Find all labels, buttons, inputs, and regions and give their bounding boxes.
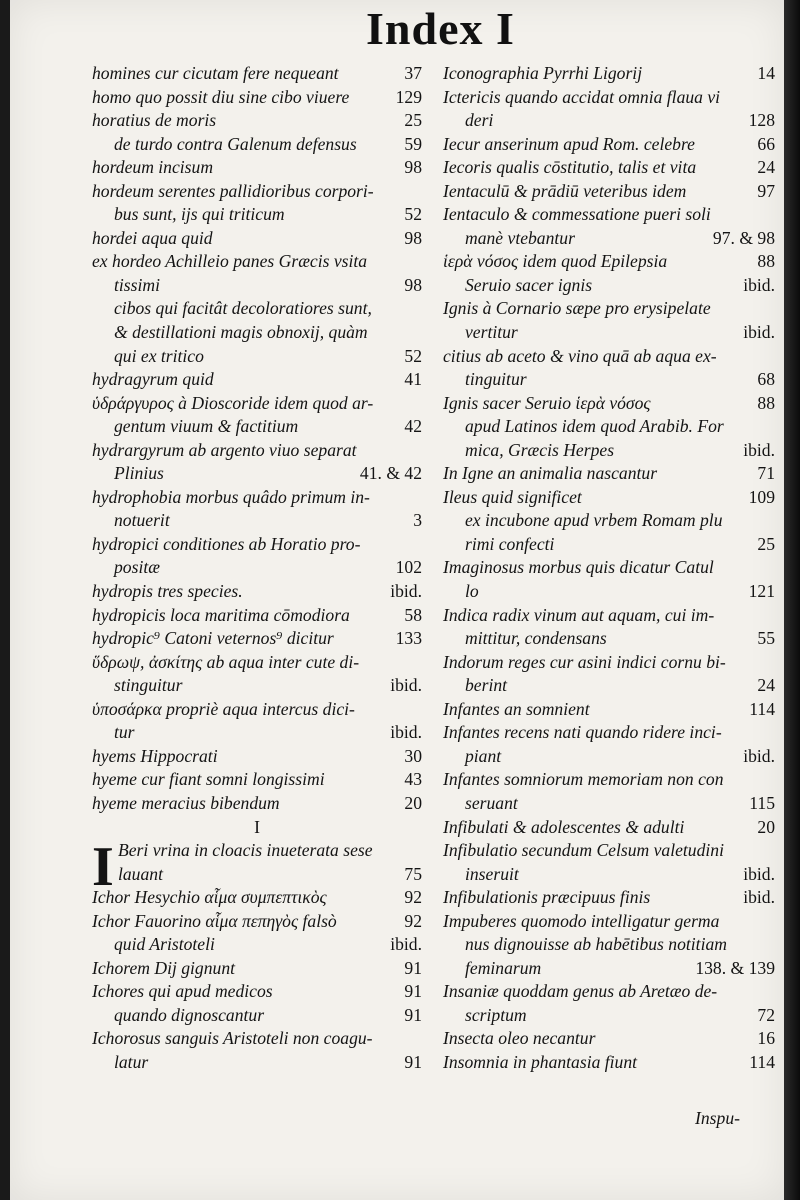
index-entry [443, 203, 775, 227]
page-reference: 115 [749, 792, 775, 813]
entry-text: Iconographia Pyrrhi Ligorij [443, 63, 643, 83]
index-entry [92, 392, 422, 416]
page-reference: 52 [404, 204, 422, 225]
page-reference: 30 [404, 745, 422, 766]
page-reference: 37 [404, 63, 422, 83]
entry-text: Infantes recens nati quando ridere inci- [443, 722, 722, 743]
page-reference: 88 [757, 251, 775, 272]
index-entry [92, 109, 422, 133]
index-entry [92, 345, 422, 369]
index-entry [443, 156, 775, 180]
entry-text: Infibulatio secundum Celsum valetudini [443, 840, 724, 861]
index-entry [443, 886, 775, 910]
index-entry [92, 180, 422, 204]
entry-text: piant [465, 745, 502, 766]
page-reference: ibid. [743, 863, 775, 884]
entry-text: hordeum serentes pallidioribus corpori- [92, 180, 374, 201]
index-entry [92, 227, 422, 251]
index-entry [92, 297, 422, 321]
entry-text: Ientaculo & commessatione pueri soli [443, 204, 711, 225]
page-reference: 58 [404, 604, 422, 625]
page-reference: 97 [757, 180, 775, 201]
page-reference: 121 [748, 581, 775, 602]
entry-text: ὑποσάρκα propriè aqua intercus dici- [92, 698, 355, 719]
page-title: Index I [366, 3, 515, 54]
page-reference: 138. & 139 [695, 957, 775, 978]
index-entry [92, 203, 422, 227]
page-reference: 16 [757, 1028, 775, 1049]
entry-text: hydropic⁹ Catoni veternos⁹ dicitur [92, 628, 334, 649]
page-reference: 129 [395, 86, 422, 107]
page-reference: 72 [757, 1004, 775, 1025]
entry-text: Iecur anserinum apud Rom. celebre [443, 133, 695, 154]
index-entry [92, 1004, 422, 1028]
entry-text: manè vtebantur [465, 227, 575, 248]
entry-text: hydropis tres species. [92, 581, 243, 602]
entry-text: hydrargyrum ab argento viuo separat [92, 439, 357, 460]
entry-text: deri [465, 110, 494, 131]
index-entry [92, 957, 422, 981]
index-entry [443, 133, 775, 157]
index-entry [92, 698, 422, 722]
entry-text: hyeme cur fiant somni longissimi [92, 769, 325, 790]
entry-text: berint [465, 675, 508, 696]
index-entry [92, 156, 422, 180]
page-reference: ibid. [743, 439, 775, 460]
entry-text: seruant [465, 792, 518, 813]
page-reference: 75 [404, 863, 422, 884]
entry-text: ex incubone apud vrbem Romam plu [465, 510, 723, 531]
index-entry [443, 439, 775, 463]
page-reference: 41. & 42 [359, 463, 422, 484]
entry-text: de turdo contra Galenum defensus [114, 133, 357, 154]
entry-text: Impuberes quomodo intelligatur germa [443, 910, 720, 931]
page-reference: 42 [404, 416, 422, 437]
index-entry [443, 651, 775, 675]
entry-text: mittitur, condensans [465, 628, 607, 649]
index-entry [443, 250, 775, 274]
index-entry [92, 368, 422, 392]
page-reference: ibid. [390, 675, 422, 696]
page-reference: ibid. [743, 322, 775, 343]
entry-text: Ientaculū & prādiū veteribus idem [443, 180, 687, 201]
entry-text: Ictericis quando accidat omnia flaua vi [443, 86, 721, 107]
index-entry [443, 792, 775, 816]
index-entry [92, 910, 422, 934]
entry-text: latur [114, 1051, 149, 1072]
page-reference: 109 [748, 486, 775, 507]
entry-text: rimi confecti [465, 533, 555, 554]
index-entry [92, 439, 422, 463]
page-reference: ibid. [390, 581, 422, 602]
entry-text: Insomnia in phantasia fiunt [443, 1051, 638, 1072]
page-reference: 68 [757, 369, 775, 390]
entry-text: & destillationi magis obnoxij, quàm [114, 322, 368, 343]
entry-text: hydrophobia morbus quâdo primum in- [92, 486, 370, 507]
page-reference: 98 [404, 274, 422, 295]
index-entry [443, 180, 775, 204]
entry-text: Seruio sacer ignis [465, 274, 593, 295]
entry-text: stinguitur [114, 675, 183, 696]
index-entry [443, 745, 775, 769]
entry-text: Ichorosus sanguis Aristoteli non coagu- [92, 1028, 373, 1049]
page-reference: 25 [404, 110, 422, 131]
index-entry [443, 533, 775, 557]
entry-text: apud Latinos idem quod Arabib. For [465, 416, 724, 437]
entry-text: lo [465, 581, 479, 602]
page-reference: 55 [757, 628, 775, 649]
index-entry [443, 486, 775, 510]
entry-text: Infibulati & adolescentes & adulti [443, 816, 685, 837]
index-entry [92, 133, 422, 157]
page-reference: 52 [404, 345, 422, 366]
page-reference: 92 [404, 910, 422, 931]
page-reference: 102 [395, 557, 422, 578]
page-reference: 20 [757, 816, 775, 837]
entry-text: gentum viuum & factitium [114, 416, 299, 437]
page-reference: 24 [757, 157, 775, 178]
page-reference: ibid. [390, 934, 422, 955]
page-reference: 91 [404, 957, 422, 978]
entry-text: In Igne an animalia nascantur [443, 463, 658, 484]
index-entry [443, 627, 775, 651]
page-reference: ibid. [743, 274, 775, 295]
index-entry [92, 745, 422, 769]
entry-text: homines cur cicutam fere nequeant [92, 63, 339, 83]
page-reference: 114 [749, 1051, 775, 1072]
index-entry [92, 1027, 422, 1051]
index-entry [443, 368, 775, 392]
entry-text: Indorum reges cur asini indici cornu bi- [443, 651, 726, 672]
page-reference: ibid. [390, 722, 422, 743]
section-letter: I [254, 816, 260, 837]
page-reference: 133 [395, 628, 422, 649]
entry-text: tinguitur [465, 369, 527, 390]
index-entry [443, 462, 775, 486]
entry-text: quid Aristoteli [114, 934, 215, 955]
index-entry [92, 533, 422, 557]
page-edge [784, 0, 800, 1200]
index-entry [443, 910, 775, 934]
entry-text: vertitur [465, 322, 518, 343]
entry-text: hordei aqua quid [92, 227, 213, 248]
entry-text: Insecta oleo necantur [443, 1028, 596, 1049]
entry-text: Ichor Fauorino αἷμα πεπηγὸς falsò [92, 910, 337, 931]
page-reference: 3 [413, 510, 422, 531]
page-reference: 114 [749, 698, 775, 719]
entry-text: Infantes an somnient [443, 698, 590, 719]
page-reference: ibid. [743, 887, 775, 908]
index-entry [443, 980, 775, 1004]
page-reference: 43 [404, 769, 422, 790]
index-entry [443, 839, 775, 863]
index-entry [443, 415, 775, 439]
index-entry [443, 227, 775, 251]
entry-text: Beri vrina in cloacis inueterata sese [118, 840, 373, 861]
index-entry [443, 109, 775, 133]
index-entry [92, 509, 422, 533]
index-entry [443, 62, 775, 86]
index-entry [92, 816, 422, 840]
entry-text: hydropicis loca maritima cōmodiora [92, 604, 350, 625]
page-reference: 97. & 98 [712, 227, 775, 248]
page-reference: 41 [404, 369, 422, 390]
drop-cap: I [92, 836, 114, 899]
entry-text: Ignis sacer Seruio ἱερὰ νόσος [443, 392, 651, 413]
index-entry [92, 86, 422, 110]
index-entry [443, 297, 775, 321]
page-reference: 92 [404, 887, 422, 908]
entry-text: bus sunt, ijs qui triticum [114, 204, 285, 225]
page-reference: 59 [404, 133, 422, 154]
entry-text: Ichorem Dij gignunt [92, 957, 236, 978]
index-entry [92, 580, 422, 604]
page-reference: 24 [757, 675, 775, 696]
index-column-right [443, 62, 775, 1075]
book-page [10, 0, 785, 1200]
index-entry [443, 345, 775, 369]
index-entry [92, 250, 422, 274]
index-entry [443, 721, 775, 745]
entry-text: homo quo possit diu sine cibo viuere [92, 86, 350, 107]
page-reference: 66 [757, 133, 775, 154]
index-entry [92, 768, 422, 792]
entry-text: hydragyrum quid [92, 369, 214, 390]
entry-text: Ichores qui apud medicos [92, 981, 273, 1002]
index-entry [443, 1051, 775, 1075]
entry-text: hordeum incisum [92, 157, 214, 178]
index-entry [92, 486, 422, 510]
index-entry [92, 462, 422, 486]
index-column-left [92, 62, 422, 1075]
entry-text: inseruit [465, 863, 519, 884]
entry-text: lauant [118, 863, 163, 884]
index-entry [92, 604, 422, 628]
index-entry [443, 1004, 775, 1028]
index-entry [92, 651, 422, 675]
entry-text: ὑδράργυρος à Dioscoride idem quod ar- [92, 392, 374, 413]
index-entry [443, 274, 775, 298]
entry-text: feminarum [465, 957, 542, 978]
index-entry [443, 604, 775, 628]
page-reference: 88 [757, 392, 775, 413]
page-reference: 98 [404, 157, 422, 178]
entry-text: hyeme meracius bibendum [92, 792, 280, 813]
page-reference: 14 [757, 63, 775, 83]
index-entry [443, 698, 775, 722]
page-reference: 91 [404, 1004, 422, 1025]
index-entry [443, 321, 775, 345]
page-reference: 71 [757, 463, 775, 484]
index-entry [443, 768, 775, 792]
entry-text: Infibulationis præcipuus finis [443, 887, 651, 908]
index-entry [92, 62, 422, 86]
index-entry [92, 1051, 422, 1075]
entry-text: notuerit [114, 510, 170, 531]
index-entry [92, 863, 422, 887]
entry-text: Indica radix vinum aut aquam, cui im- [443, 604, 715, 625]
entry-text: citius ab aceto & vino quā ab aqua ex- [443, 345, 717, 366]
entry-text: Ichor Hesychio αἷμα συμπεπτικὸς [92, 887, 327, 908]
index-entry [92, 980, 422, 1004]
entry-text: Iecoris qualis cōstitutio, talis et vita [443, 157, 697, 178]
entry-text: mica, Græcis Herpes [465, 439, 615, 460]
entry-text: tur [114, 722, 135, 743]
index-entry [443, 933, 775, 957]
entry-text: quando dignoscantur [114, 1004, 265, 1025]
page-reference: 20 [404, 792, 422, 813]
catchword: Inspu- [695, 1108, 740, 1128]
entry-text: tissimi [114, 274, 160, 295]
entry-text: hyems Hippocrati [92, 745, 218, 766]
index-entry [443, 556, 775, 580]
entry-text: positæ [114, 557, 160, 578]
index-entry [443, 957, 775, 981]
index-entry [92, 321, 422, 345]
entry-text: Ignis à Cornario sæpe pro erysipelate [443, 298, 711, 319]
index-entry [92, 721, 422, 745]
page-reference: 25 [757, 533, 775, 554]
index-entry [443, 580, 775, 604]
index-entry [443, 392, 775, 416]
page-reference: 91 [404, 1051, 422, 1072]
index-entry [92, 415, 422, 439]
index-entry [443, 86, 775, 110]
entry-text: horatius de moris [92, 110, 217, 131]
entry-text: qui ex tritico [114, 345, 204, 366]
index-entry [92, 274, 422, 298]
index-entry [443, 509, 775, 533]
page-reference: ibid. [743, 745, 775, 766]
entry-text: Plinius [114, 463, 164, 484]
index-entry [443, 863, 775, 887]
entry-text: nus dignouisse ab habētibus notitiam [465, 934, 727, 955]
index-entry [92, 933, 422, 957]
index-entry [92, 556, 422, 580]
page-reference: 98 [404, 227, 422, 248]
entry-text: Insaniæ quoddam genus ab Aretæo de- [443, 981, 718, 1002]
entry-text: ἱερὰ νόσος idem quod Epilepsia [443, 251, 668, 272]
index-entry [92, 627, 422, 651]
entry-text: Ileus quid significet [443, 486, 582, 507]
page-reference: 91 [404, 981, 422, 1002]
entry-text: cibos qui facitât decoloratiores sunt, [114, 298, 372, 319]
index-entry [92, 792, 422, 816]
index-entry [92, 674, 422, 698]
entry-text: ὕδρωψ, ἀσκίτης ab aqua inter cute di- [92, 651, 360, 672]
entry-text: hydropici conditiones ab Horatio pro- [92, 533, 361, 554]
entry-text: ex hordeo Achilleio panes Græcis vsita [92, 251, 368, 272]
index-entry [443, 1027, 775, 1051]
index-entry [92, 886, 422, 910]
entry-text: scriptum [465, 1004, 527, 1025]
entry-text: Infantes somniorum memoriam non con [443, 769, 724, 790]
page-reference: 128 [748, 110, 775, 131]
index-entry [443, 816, 775, 840]
entry-text: Imaginosus morbus quis dicatur Catul [443, 557, 714, 578]
index-entry [443, 674, 775, 698]
